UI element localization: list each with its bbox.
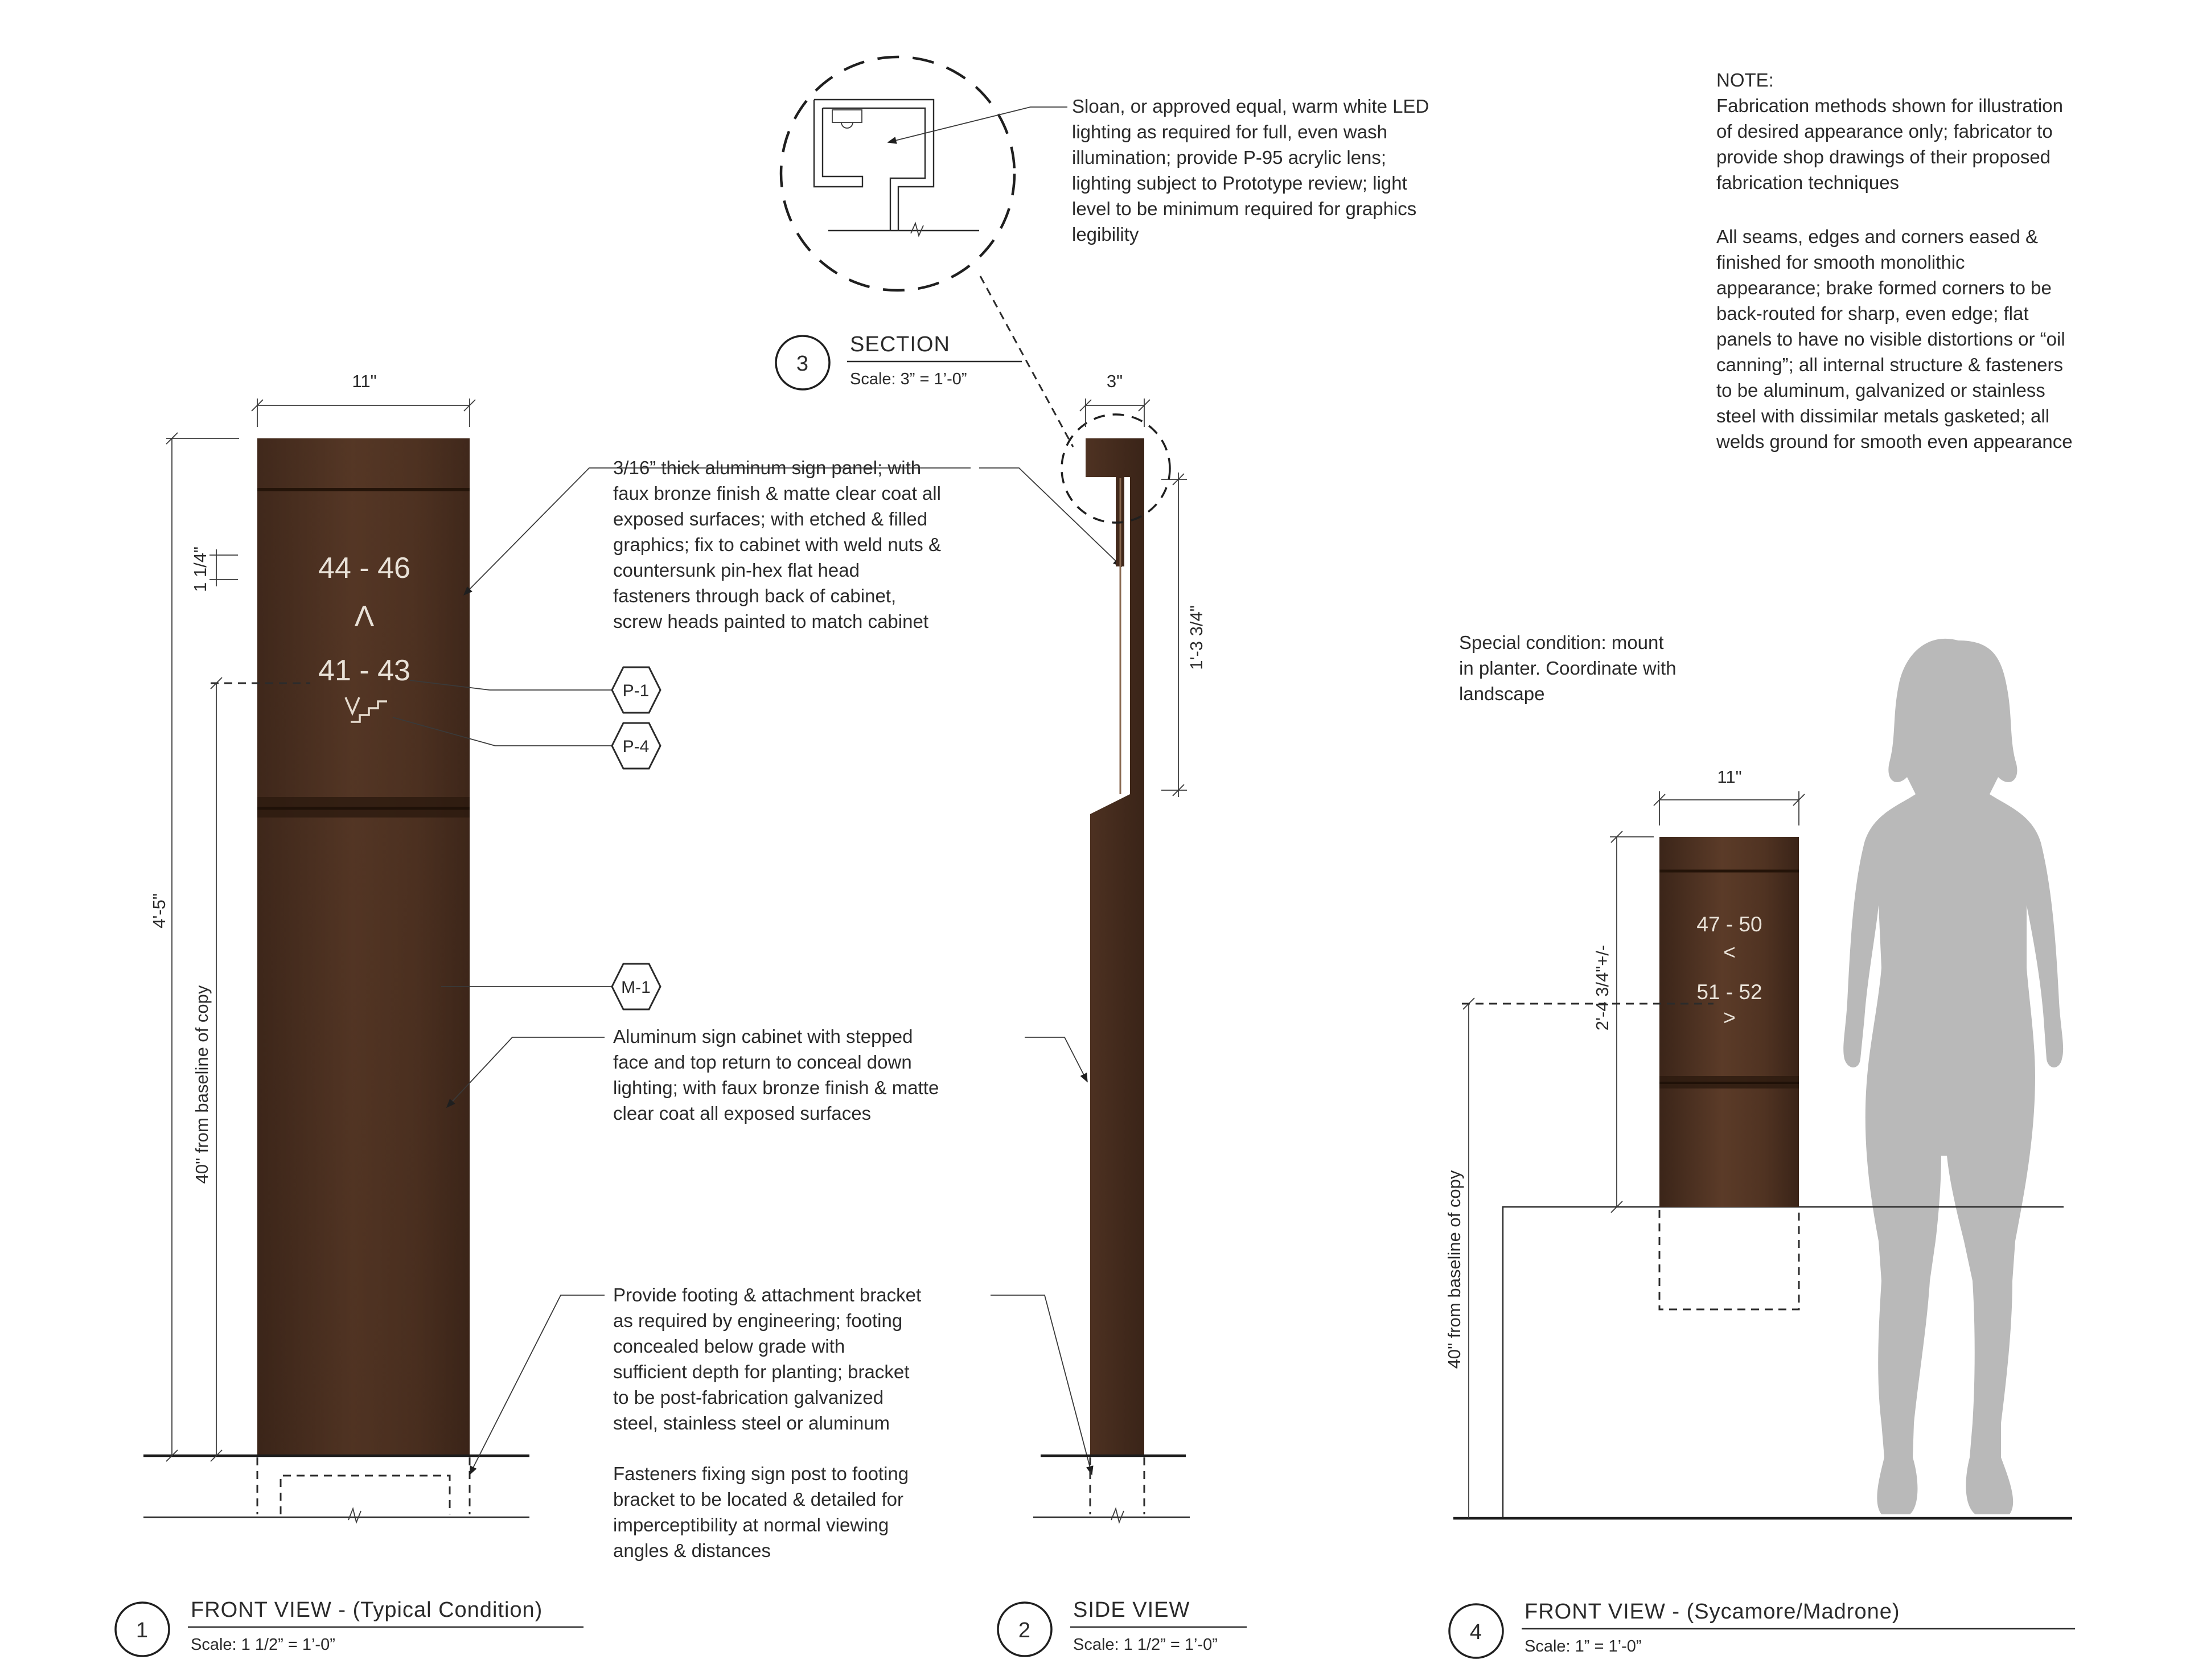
view-number-4: 4 <box>1469 1620 1483 1644</box>
view-title-2: SIDE VIEW <box>1073 1598 1190 1622</box>
break-line-icon <box>911 223 923 236</box>
view-title-3: SECTION <box>850 332 950 356</box>
footing-line1: Provide footing & attachment bracket <box>613 1284 922 1305</box>
planter-arrow2: > <box>1723 1006 1736 1029</box>
notes-para1-line2: of desired appearance only; fabricator to <box>1716 121 2053 142</box>
fasteners-line4: angles & distances <box>613 1540 771 1561</box>
notes-para1-line1: Fabrication methods shown for illustration <box>1716 95 2063 116</box>
notes-para2-line9: welds ground for smooth even appearance <box>1716 431 2073 452</box>
fasteners-line1: Fasteners fixing sign post to footing <box>613 1463 909 1484</box>
front-view-ground <box>143 1456 529 1522</box>
dim-width-planter-text: 11" <box>1717 767 1742 787</box>
cabinet-line1: Aluminum sign cabinet with stepped <box>613 1026 913 1047</box>
dim-width-side-text: 3" <box>1106 371 1123 391</box>
notes-para2-line1: All seams, edges and corners eased & <box>1716 226 2038 247</box>
dim-copy-spacing <box>190 547 238 592</box>
view-scale-3: Scale: 3” = 1’-0” <box>850 370 967 388</box>
dim-width-front-text: 11" <box>352 371 377 391</box>
panel-line5: countersunk pin-hex flat head <box>613 560 860 581</box>
dim-width-front <box>252 371 475 427</box>
panel-line2: 41 - 43 <box>318 654 410 687</box>
footing-line2: as required by engineering; footing <box>613 1310 903 1331</box>
dim-baseline-front-text: 40" from baseline of copy <box>192 985 212 1184</box>
human-silhouette-icon <box>1843 639 2063 1514</box>
led-fixture-icon <box>841 122 853 128</box>
footing-line4: sufficient depth for planting; bracket <box>613 1361 910 1382</box>
notes-heading: NOTE: <box>1716 69 1774 91</box>
panel-line1: 44 - 46 <box>318 552 410 585</box>
notes-para2-line5: panels to have no visible distortions or “oil <box>1716 328 2065 350</box>
break-line-icon <box>1111 1509 1124 1522</box>
dim-baseline-planter-text: 40" from baseline of copy <box>1444 1170 1464 1369</box>
break-line-icon <box>348 1509 361 1522</box>
tag-p1-text: P-1 <box>622 681 650 700</box>
panel-callout <box>464 457 1121 632</box>
fasteners-line3: imperceptibility at normal viewing <box>613 1514 889 1535</box>
planter-line2: 51 - 52 <box>1696 980 1762 1004</box>
notes-para1-line4: fabrication techniques <box>1716 172 1900 193</box>
tag-m1 <box>441 964 660 1009</box>
panel-line7: screw heads painted to match cabinet <box>613 611 928 632</box>
lighting-line4: lighting subject to Prototype review; light <box>1072 172 1407 194</box>
view-scale-4: Scale: 1” = 1’-0” <box>1525 1637 1642 1656</box>
footing-line6: steel, stainless steel or aluminum <box>613 1412 890 1433</box>
cabinet-line2: face and top return to conceal down <box>613 1051 912 1073</box>
footing-line5: to be post-fabrication galvanized <box>613 1387 884 1408</box>
notes-para2-line4: back-routed for sharp, even edge; flat <box>1716 303 2029 324</box>
dim-width-planter <box>1654 767 1805 825</box>
dim-planter-height-text: 2'-4 3/4"+/- <box>1592 944 1612 1031</box>
cabinet-line4: clear coat all exposed surfaces <box>613 1103 872 1124</box>
notes-para2-line3: appearance; brake formed corners to be <box>1716 277 2052 298</box>
lighting-line5: level to be minimum required for graphics <box>1072 198 1417 219</box>
view-number-3: 3 <box>796 352 810 376</box>
dim-panel-height-text: 1'-3 3/4" <box>1186 605 1206 670</box>
tag-p4-text: P-4 <box>622 737 650 756</box>
dim-panel-height <box>1161 473 1206 797</box>
panel-line3: exposed surfaces; with etched & filled <box>613 508 928 529</box>
dim-width-side <box>1080 371 1150 427</box>
special-line2: in planter. Coordinate with <box>1459 658 1677 679</box>
planter-arrow1: < <box>1723 940 1736 964</box>
lighting-line1: Sloan, or approved equal, warm white LED <box>1072 96 1429 117</box>
tag-m1-text: M-1 <box>621 978 651 997</box>
lighting-line6: legibility <box>1072 224 1139 245</box>
side-view-sign <box>1033 414 1190 1522</box>
cabinet-line3: lighting; with faux bronze finish & matte <box>613 1077 939 1098</box>
view-number-1: 1 <box>135 1619 149 1642</box>
view-title-side <box>998 1598 1247 1656</box>
panel-line2: faux bronze finish & matte clear coat all <box>613 483 941 504</box>
panel-line6: fasteners through back of cabinet, <box>613 585 897 606</box>
section-detail <box>781 57 1073 447</box>
panel-line4: graphics; fix to cabinet with weld nuts & <box>613 534 941 555</box>
front-view-sign <box>257 438 470 1455</box>
view-number-2: 2 <box>1018 1619 1032 1642</box>
view-scale-1: Scale: 1 1/2” = 1’-0” <box>191 1636 335 1654</box>
lighting-callout <box>1072 96 1429 245</box>
lighting-line2: lighting as required for full, even wash <box>1072 121 1387 142</box>
dim-copy-spacing-text: 1 1/4" <box>190 547 210 592</box>
notes-para2-line8: steel with dissimilar metals gasketed; all <box>1716 405 2050 426</box>
section-profile <box>814 100 979 236</box>
special-line3: landscape <box>1459 683 1545 704</box>
planter-sign <box>1659 837 1799 1207</box>
dim-overall-height-text: 4'-5" <box>149 893 169 929</box>
notes-para2-line2: finished for smooth monolithic <box>1716 252 1965 273</box>
view-title-planter <box>1449 1600 2075 1658</box>
view-title-front <box>116 1598 584 1656</box>
panel-line1: 3/16” thick aluminum sign panel; with <box>613 457 922 478</box>
view-title-section <box>776 332 1022 389</box>
planter-line1: 47 - 50 <box>1696 913 1762 936</box>
special-line1: Special condition: mount <box>1459 632 1664 653</box>
side-profile <box>1086 438 1144 1456</box>
lighting-leader <box>888 107 1067 142</box>
general-notes <box>1716 69 2073 452</box>
notes-para1-line3: provide shop drawings of their proposed <box>1716 146 2051 167</box>
dim-planter-height <box>1592 831 1654 1213</box>
view-scale-2: Scale: 1 1/2” = 1’-0” <box>1073 1636 1218 1654</box>
panel-arrow-up: Λ <box>354 600 375 633</box>
cabinet-callout <box>447 1026 1087 1124</box>
footing-callout <box>470 1284 1092 1561</box>
special-condition-callout <box>1459 632 1677 704</box>
lighting-line3: illumination; provide P-95 acrylic lens; <box>1072 147 1387 168</box>
notes-para2-line6: canning”; all internal structure & fasteners <box>1716 354 2063 375</box>
view-title-1: FRONT VIEW - (Typical Condition) <box>191 1598 543 1622</box>
notes-para2-line7: to be aluminum, galvanized or stainless <box>1716 380 2045 401</box>
view-title-4: FRONT VIEW - (Sycamore/Madrone) <box>1525 1600 1900 1624</box>
fasteners-line2: bracket to be located & detailed for <box>613 1489 903 1510</box>
detail-circle <box>781 57 1014 290</box>
footing-line3: concealed below grade with <box>613 1336 845 1357</box>
